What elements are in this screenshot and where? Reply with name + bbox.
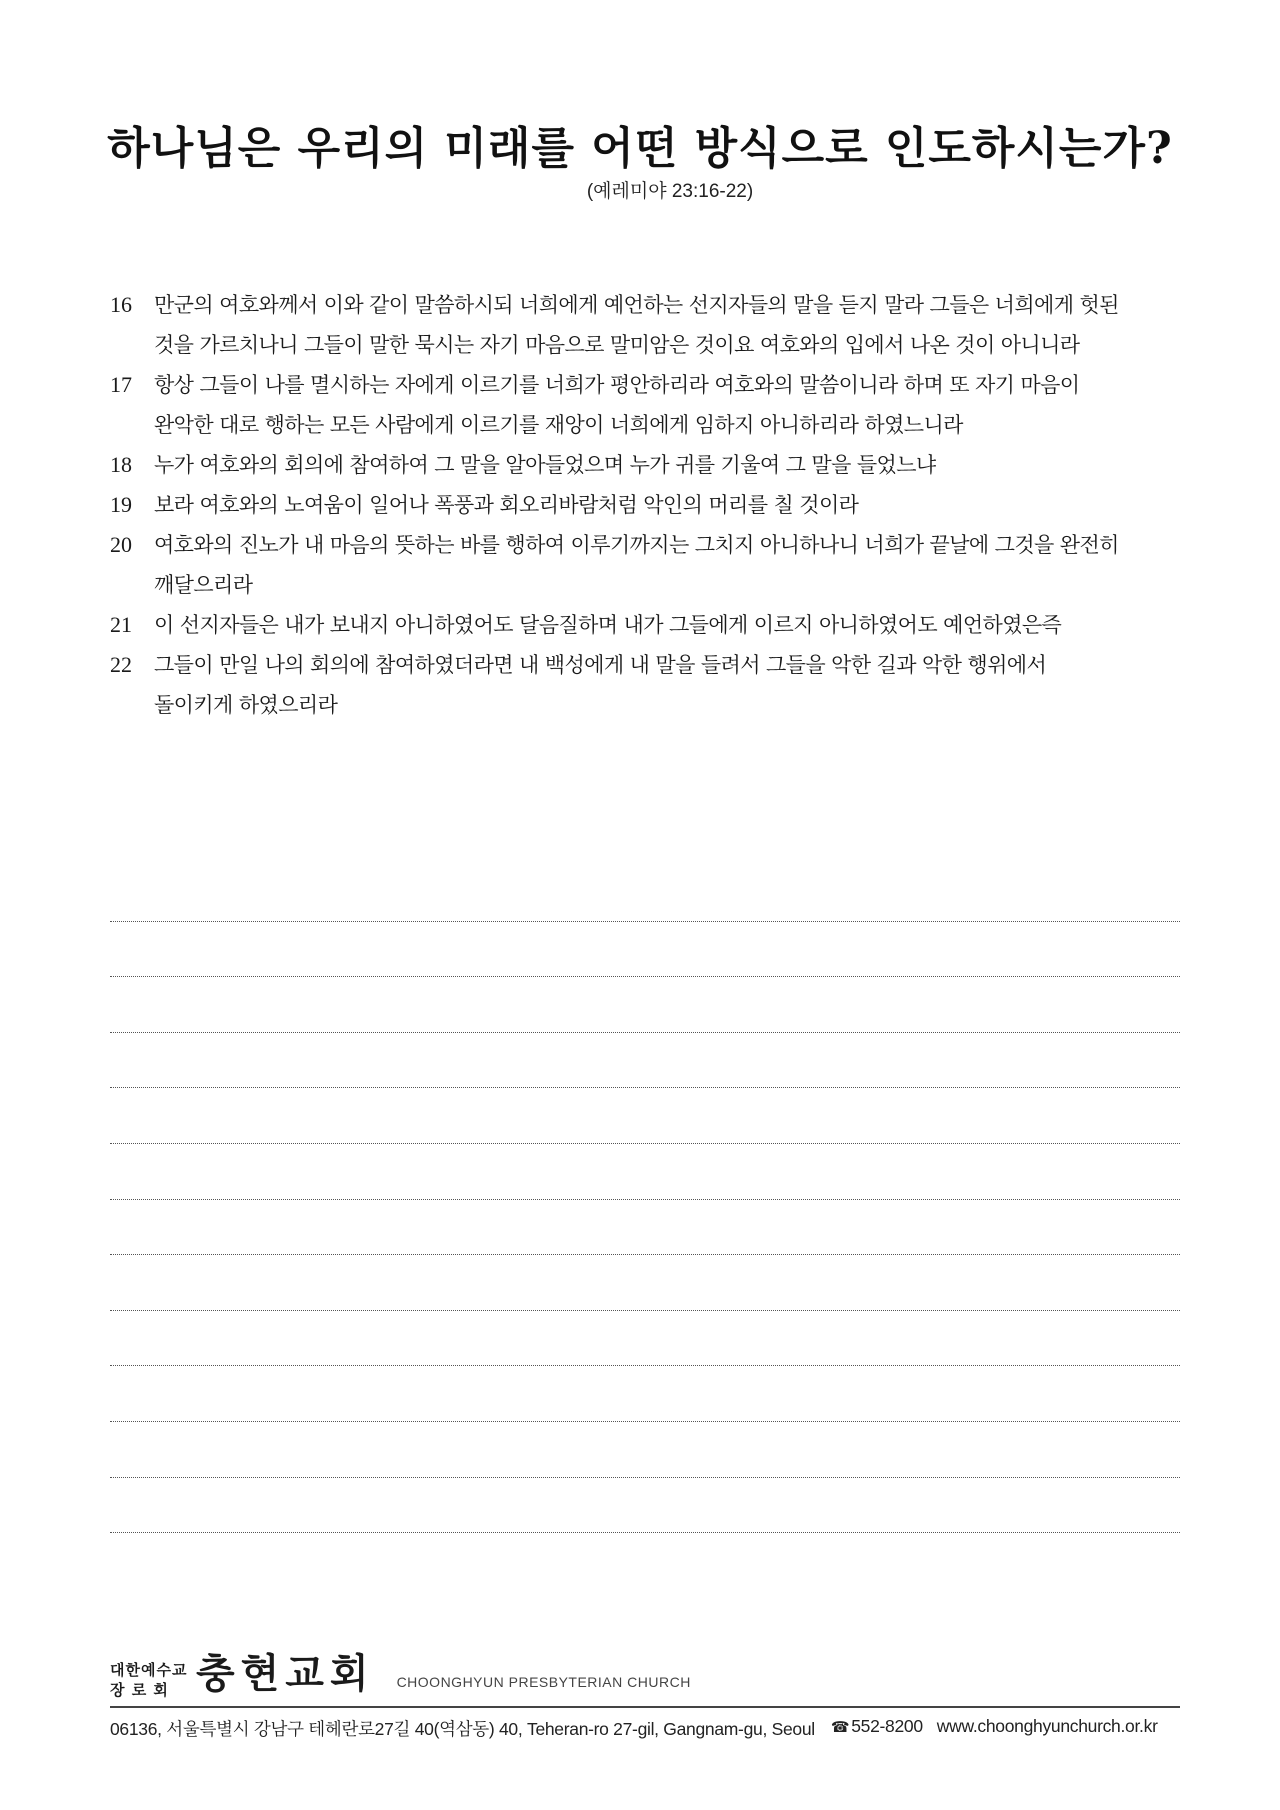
contact-row <box>110 1716 1180 1741</box>
scripture-reference: (예레미야 23:16-22) <box>586 181 754 202</box>
note-lines <box>110 866 1180 1533</box>
verse-line: 돌이키게 하였으리라 <box>154 693 338 717</box>
verse-number: 16 <box>110 292 132 317</box>
verse-number: 17 <box>110 372 132 397</box>
note-line <box>110 866 1180 922</box>
footer <box>110 1640 1180 1741</box>
note-line <box>110 1200 1180 1256</box>
verse-number: 22 <box>110 652 132 677</box>
verse-21 <box>110 605 1180 645</box>
note-line <box>110 1311 1180 1367</box>
page-title: 하나님은 우리의 미래를 어떤 방식으로 인도하시는가? <box>107 123 1173 174</box>
footer-divider <box>110 1706 1180 1708</box>
verse-text <box>154 525 1180 605</box>
verse-text <box>154 645 1180 725</box>
verse-line: 깨달으리라 <box>154 573 253 597</box>
verse-text <box>154 365 1180 445</box>
verse-text <box>154 285 1180 365</box>
note-line <box>110 1088 1180 1144</box>
phone <box>831 1716 923 1741</box>
church-name-en: CHOONGHYUN PRESBYTERIAN CHURCH <box>396 1674 691 1690</box>
verse-line: 그들이 만일 나의 회의에 참여하였더라면 내 백성에게 내 말을 들려서 그들을 악한 길과 악한 행위에서 <box>154 653 1047 677</box>
verse-line: 완악한 대로 행하는 모든 사람에게 이르기를 재앙이 너희에게 임하지 아니하리라 하였느니라 <box>154 413 963 437</box>
verse-line: 이 선지자들은 내가 보내지 아니하였어도 달음질하며 내가 그들에게 이르지 아니하였어도 예언하였은즉 <box>154 613 1062 637</box>
note-line <box>110 1144 1180 1200</box>
verse-number: 18 <box>110 452 132 477</box>
website-link[interactable]: www.choonghyunchurch.or.kr <box>936 1716 1158 1736</box>
note-line <box>110 1478 1180 1534</box>
verse-text <box>154 605 1180 645</box>
verse-17 <box>110 365 1180 445</box>
verse-line: 것을 가르치나니 그들이 말한 묵시는 자기 마음으로 말미암은 것이요 여호와의 입에서 나온 것이 아니니라 <box>154 333 1080 357</box>
verse-line: 만군의 여호와께서 이와 같이 말씀하시되 너희에게 예언하는 선지자들의 말을 듣지 말라 그들은 너희에게 헛된 <box>154 293 1119 317</box>
verse-line: 여호와의 진노가 내 마음의 뜻하는 바를 행하여 이루기까지는 그치지 아니하나니 너희가 끝날에 그것을 완전히 <box>154 533 1119 557</box>
denomination-label <box>110 1660 196 1700</box>
verse-20 <box>110 525 1180 605</box>
verse-line: 항상 그들이 나를 멸시하는 자에게 이르기를 너희가 평안하리라 여호와의 말씀이니라 하며 또 자기 마음이 <box>154 373 1080 397</box>
verse-text <box>154 485 1180 525</box>
verse-text <box>154 445 1180 485</box>
note-line <box>110 1255 1180 1311</box>
verse-line: 보라 여호와의 노여움이 일어나 폭풍과 회오리바람처럼 악인의 머리를 칠 것이라 <box>154 493 859 517</box>
verse-number: 19 <box>110 492 132 517</box>
verse-line: 누가 여호와의 회의에 참여하여 그 말을 알아들었으며 누가 귀를 기울여 그 말을 들었느냐 <box>154 453 936 477</box>
verse-19 <box>110 485 1180 525</box>
denomination-line-2: 장 로 회 <box>110 1681 169 1699</box>
note-line <box>110 977 1180 1033</box>
address: 06136, 서울특별시 강남구 테헤란로27길 40(역삼동) 40, Teheran-ro 27-gil, Gangnam-gu, Seoul <box>110 1719 815 1739</box>
church-logo <box>110 1640 1180 1700</box>
verse-list <box>110 285 1180 725</box>
note-line <box>110 922 1180 978</box>
verse-18 <box>110 445 1180 485</box>
verse-number: 21 <box>110 612 132 637</box>
phone-icon: ☎ <box>830 1719 850 1736</box>
verse-22 <box>110 645 1180 725</box>
church-name-ko: 충현교회 <box>196 1650 375 1697</box>
note-line <box>110 1422 1180 1478</box>
note-line <box>110 1366 1180 1422</box>
verse-16 <box>110 285 1180 365</box>
denomination-line-1: 대한예수교 <box>110 1661 188 1679</box>
note-line <box>110 1033 1180 1089</box>
verse-number: 20 <box>110 532 132 557</box>
phone-number: 552-8200 <box>851 1716 923 1736</box>
